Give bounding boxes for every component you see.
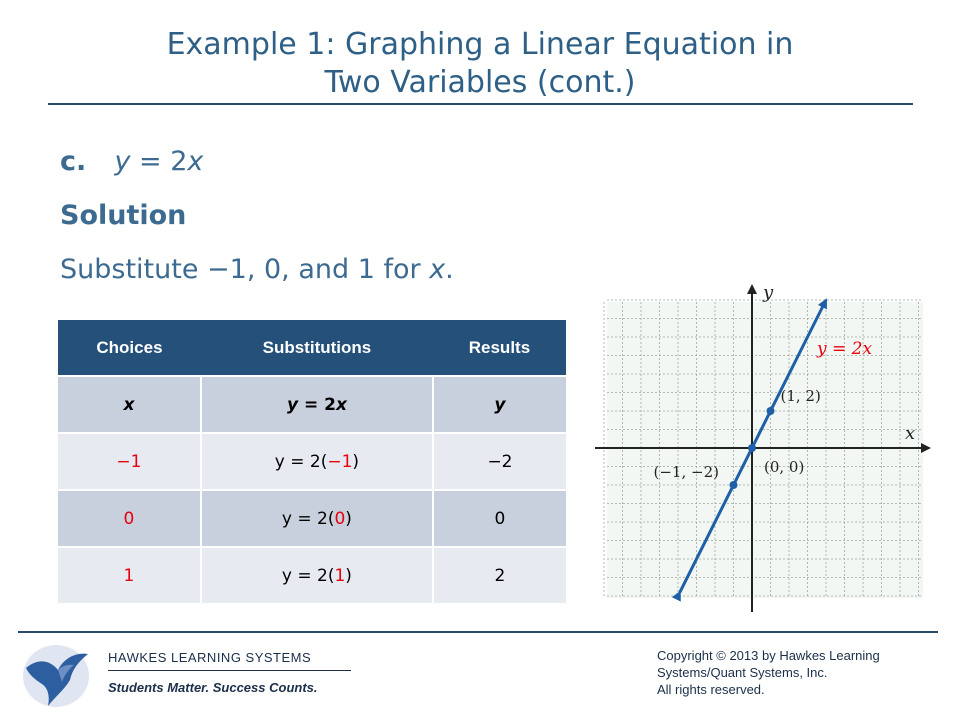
var-cell-y: y (433, 376, 566, 433)
table-row (58, 433, 566, 490)
company-tagline: Students Matter. Success Counts. (108, 680, 318, 695)
problem-equation: y = 2x (114, 146, 204, 177)
problem-line (60, 146, 203, 177)
result-cell: 0 (433, 490, 566, 547)
table-row (58, 547, 566, 603)
header-choices: Choices (58, 320, 201, 376)
copyright-notice: Copyright © 2013 by Hawkes Learning Systems/Quant Systems, Inc. All rights reserved. (657, 648, 880, 697)
x-axis-label: x (905, 423, 916, 444)
title-line-2: Two Variables (cont.) (324, 65, 636, 100)
company-name: HAWKES LEARNING SYSTEMS (108, 650, 312, 665)
slide-title (60, 26, 900, 102)
graph-point (767, 407, 775, 415)
coordinate-graph (595, 282, 935, 612)
solution-label: Solution (60, 200, 187, 231)
choice-cell: −1 (58, 433, 201, 490)
line-label: y = 2x (817, 339, 873, 359)
instruction-variable: x (429, 254, 446, 285)
var-cell-equation: y = 2x (201, 376, 433, 433)
instruction-suffix: . (445, 254, 454, 285)
point-label: (0, 0) (764, 458, 805, 476)
company-underline (108, 670, 351, 671)
graph-grid (604, 300, 923, 612)
table-header-row (58, 320, 566, 376)
hawk-logo-icon (18, 640, 92, 710)
instruction-text (60, 254, 454, 285)
result-cell: −2 (433, 433, 566, 490)
result-cell: 2 (433, 547, 566, 603)
choice-cell: 0 (58, 490, 201, 547)
part-label: c. (60, 146, 87, 177)
title-divider (48, 103, 913, 105)
substitution-cell: y = 2(1) (201, 547, 433, 603)
var-cell-x: x (58, 376, 201, 433)
header-results: Results (433, 320, 566, 376)
substitution-table (58, 320, 566, 603)
instruction-prefix: Substitute −1, 0, and 1 for (60, 254, 430, 285)
substitution-cell: y = 2(−1) (201, 433, 433, 490)
point-label: (−1, −2) (653, 463, 719, 481)
footer-divider (18, 631, 938, 633)
substitution-cell: y = 2(0) (201, 490, 433, 547)
title-line-1: Example 1: Graphing a Linear Equation in (166, 27, 794, 62)
graph-point (730, 481, 738, 489)
y-axis-label: y (763, 282, 774, 303)
header-substitutions: Substitutions (201, 320, 433, 376)
table-variable-row (58, 376, 566, 433)
point-label: (1, 2) (780, 387, 821, 405)
choice-cell: 1 (58, 547, 201, 603)
table-row (58, 490, 566, 547)
graph-point (748, 444, 756, 452)
